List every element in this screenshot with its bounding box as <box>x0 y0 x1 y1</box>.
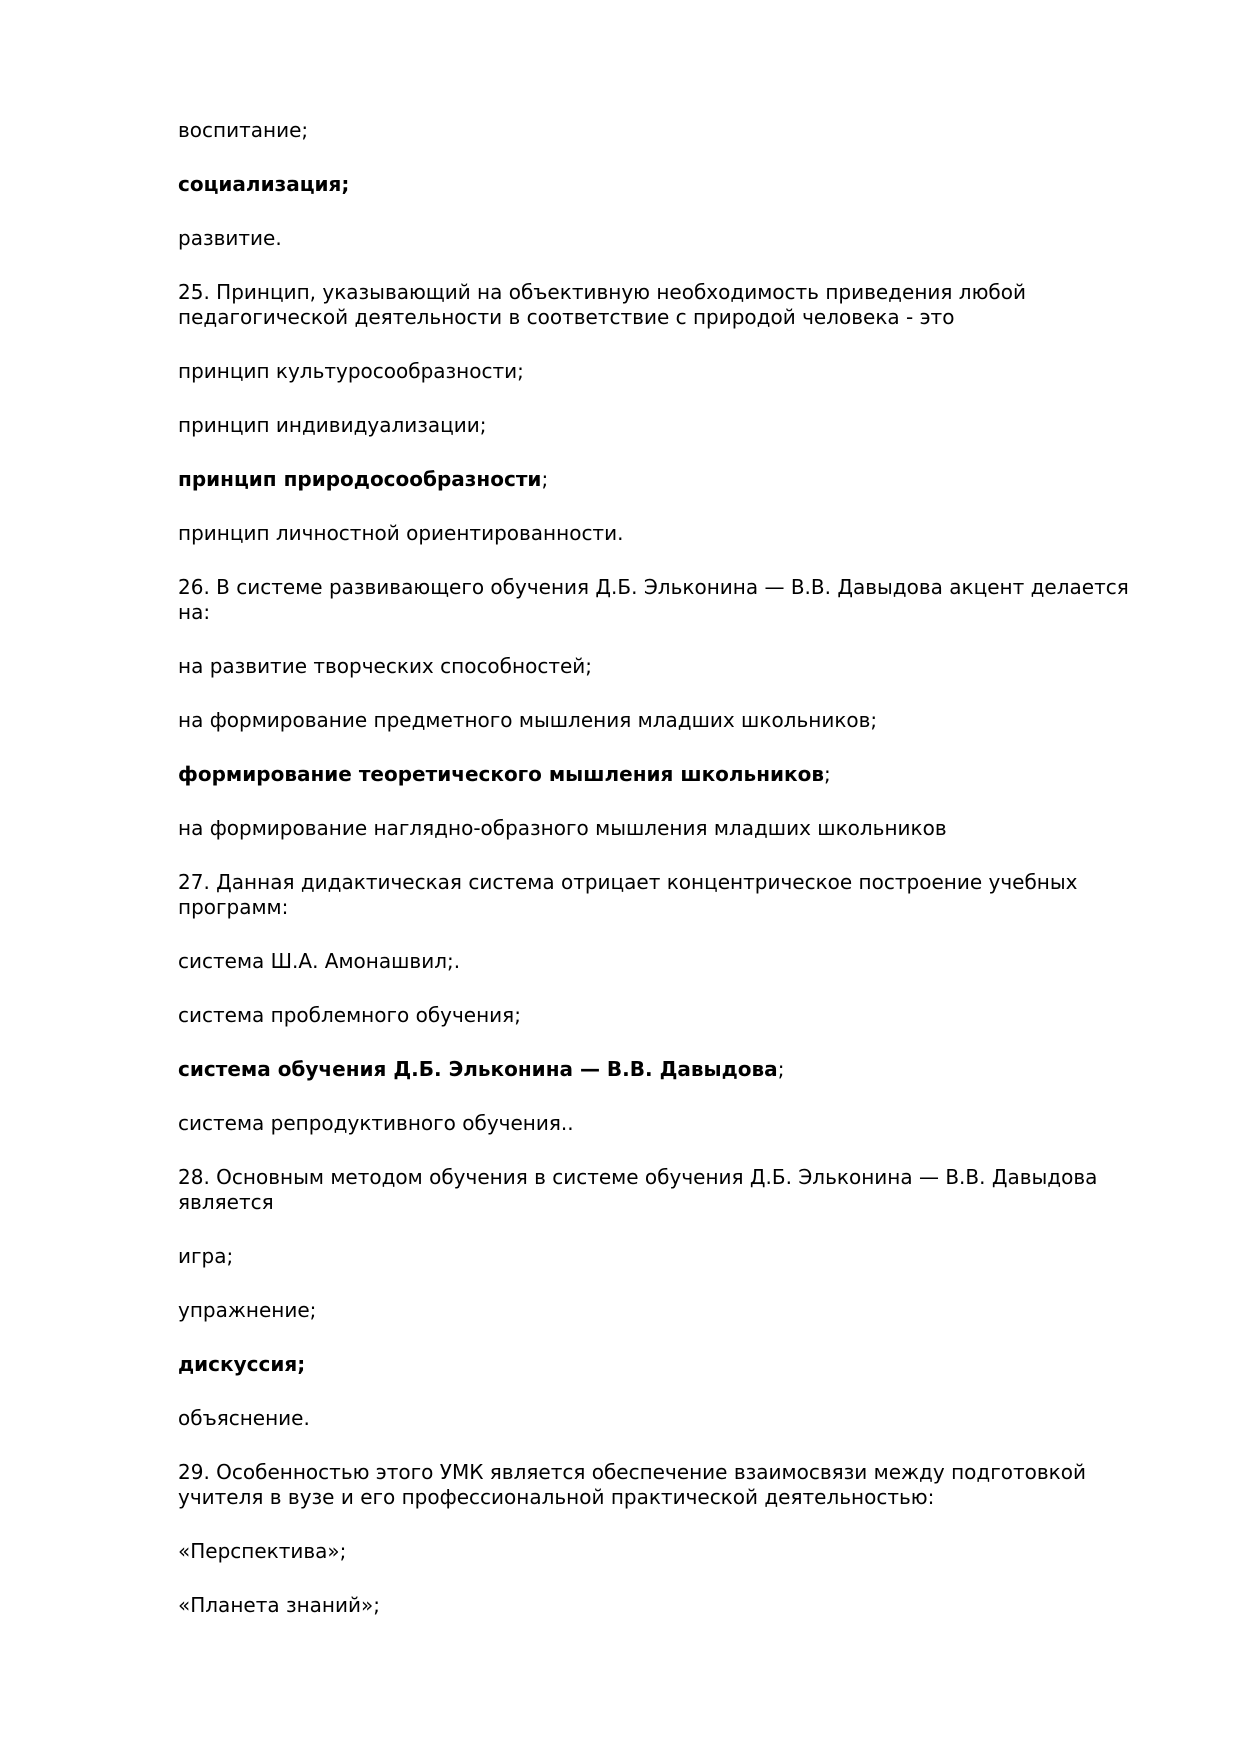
answer-option: принцип личностной ориентированности. <box>178 521 624 545</box>
answer-option: система репродуктивного обучения.. <box>178 1111 574 1135</box>
answer-option: воспитание; <box>178 118 309 142</box>
question-27: 27. Данная дидактическая система отрицает концентрическое построение учебных программ: <box>178 870 1078 919</box>
correct-answer: система обучения Д.Б. Эльконина — В.В. Давыдова <box>178 1057 778 1081</box>
correct-answer-line <box>178 467 1138 492</box>
question-29: 29. Особенностью этого УМК является обеспечение взаимосвязи между подготовкой учителя в вузе и его профессиональной практической деятельностью: <box>178 1460 1086 1509</box>
answer-option: «Планета знаний»; <box>178 1593 380 1617</box>
punctuation: ; <box>824 762 831 786</box>
punctuation: ; <box>541 467 549 491</box>
answer-option: игра; <box>178 1244 234 1268</box>
answer-option: на развитие творческих способностей; <box>178 654 593 678</box>
answer-option: принцип индивидуализации; <box>178 413 487 437</box>
question-26: 26. В системе развивающего обучения Д.Б. Эльконина — В.В. Давыдова акцент делается на: <box>178 575 1129 624</box>
answer-option: на формирование наглядно-образного мышления младших школьников <box>178 816 947 840</box>
answer-option: объяснение. <box>178 1406 310 1430</box>
correct-answer: формирование теоретического мышления школьников <box>178 762 825 786</box>
answer-option: система проблемного обучения; <box>178 1003 521 1027</box>
correct-answer-line <box>178 762 1138 787</box>
correct-answer: принцип природосообразности <box>178 467 542 491</box>
question-25: 25. Принцип, указывающий на объективную необходимость приведения любой педагогической деятельности в соответствие с природой человека - это <box>178 280 1026 329</box>
correct-answer: дискуссия; <box>178 1352 306 1376</box>
question-28: 28. Основным методом обучения в системе обучения Д.Б. Эльконина — В.В. Давыдова является <box>178 1165 1098 1214</box>
punctuation: ; <box>777 1057 785 1081</box>
correct-answer-line <box>178 1057 1138 1082</box>
answer-option: принцип культуросообразности; <box>178 359 524 383</box>
answer-option: на формирование предметного мышления младших школьников; <box>178 708 878 732</box>
answer-option: система Ш.А. Амонашвил;. <box>178 949 461 973</box>
answer-option: упражнение; <box>178 1298 317 1322</box>
answer-option: «Перспектива»; <box>178 1539 347 1563</box>
answer-option: развитие. <box>178 226 282 250</box>
correct-answer: социализация; <box>178 172 350 196</box>
